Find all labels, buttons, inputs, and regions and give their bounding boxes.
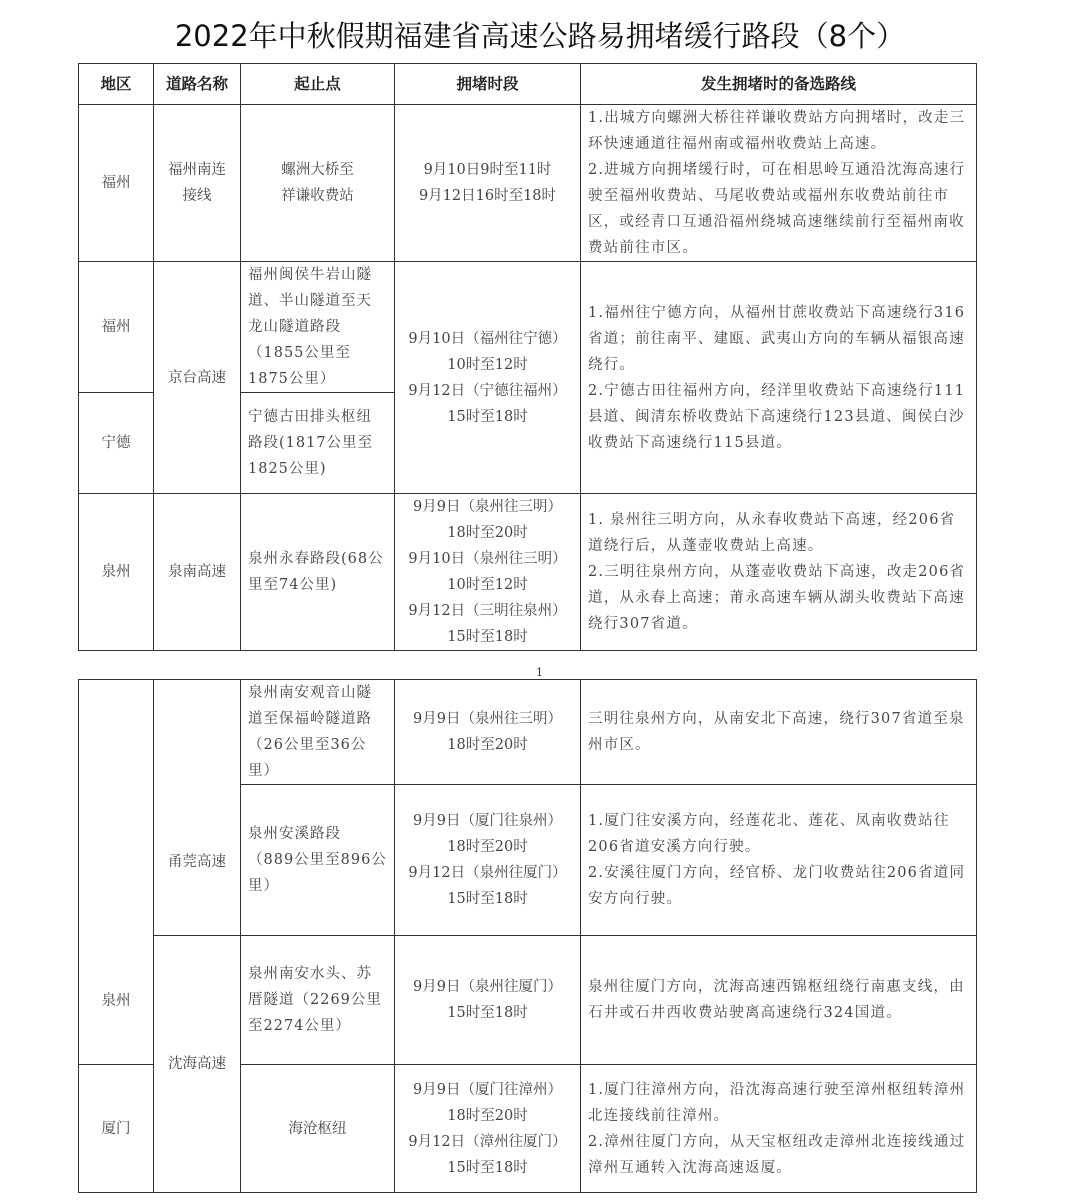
time-line: 18时至20时: [447, 1107, 528, 1124]
time-line: 9月10日（福州往宁德）: [408, 330, 567, 347]
header-alternate-route: 发生拥堵时的备选路线: [581, 64, 977, 105]
route-item: 1. 泉州往三明方向，从永春收费站下高速，经206省道绕行后，从蓬壶收费站上高速。: [588, 512, 956, 554]
time-line: 9月9日（泉州往三明）: [413, 499, 562, 515]
time-line: 9月10日（泉州往三明）: [408, 551, 567, 567]
time-line: 15时至18时: [447, 1159, 528, 1176]
road-name-cell: 沈海高速: [154, 936, 241, 1193]
segment-cell: 泉州南安水头、苏厝隧道（2269公里至2274公里）: [241, 936, 395, 1065]
region-cell: 泉州: [79, 494, 154, 651]
header-region: 地区: [79, 64, 154, 105]
segment-cell: 海沧枢纽: [241, 1065, 395, 1193]
page-number: 1: [536, 666, 543, 679]
time-line: 9月10日9时至11时: [423, 162, 552, 178]
road-name-cell: [154, 105, 241, 262]
region-cell: 泉州: [79, 680, 154, 1065]
time-cell: [395, 494, 581, 651]
table-row: [79, 262, 977, 393]
time-cell: [395, 936, 581, 1065]
time-cell: [395, 105, 581, 262]
time-line: 10时至12时: [447, 577, 528, 593]
route-cell: [581, 105, 977, 262]
time-line: 9月12日（泉州往厦门）: [408, 865, 567, 881]
segment-cell: [241, 105, 395, 262]
route-item: 泉州往厦门方向，沈海高速西锦枢纽绕行南惠支线，由石井或石井西收费站驶离高速绕行324国道。: [588, 979, 965, 1021]
region-cell: 福州: [79, 105, 154, 262]
time-line: 15时至18时: [447, 408, 528, 425]
time-line: 9月9日（泉州往厦门）: [413, 979, 562, 995]
congestion-table-page-1: [78, 63, 977, 651]
time-line: 9月9日（泉州往三明）: [413, 711, 562, 727]
segment-cell: 泉州永春路段(68公里至74公里): [241, 494, 395, 651]
time-line: 9月12日16时至18时: [418, 188, 557, 204]
time-line: 18时至20时: [447, 737, 528, 753]
road-name-cell: 泉南高速: [154, 494, 241, 651]
time-line: 9月12日（漳州往厦门）: [408, 1133, 567, 1150]
segment-cell: 泉州南安观音山隧道至保福岭隧道路（26公里至36公里）: [241, 680, 395, 785]
header-congestion-time: 拥堵时段: [395, 64, 581, 105]
time-line: 18时至20时: [447, 525, 528, 541]
table-row: [79, 494, 977, 651]
time-line: 9月12日（宁德往福州）: [408, 382, 567, 399]
segment-line: 祥谦收费站: [281, 188, 354, 204]
route-item: 1.厦门往漳州方向，沿沈海高速行驶至漳州枢纽转漳州北连接线前往漳州。: [588, 1081, 966, 1124]
route-item: 2.安溪往厦门方向，经官桥、龙门收费站往206省道同安方向行驶。: [588, 865, 966, 907]
time-line: 9月12日（三明往泉州）: [408, 603, 567, 619]
segment-cell: 泉州安溪路段（889公里至896公里）: [241, 785, 395, 936]
route-cell: [581, 1065, 977, 1193]
time-line: 15时至18时: [447, 891, 528, 907]
time-cell: [395, 1065, 581, 1193]
route-cell: [581, 262, 977, 494]
document-title: 2022年中秋假期福建省高速公路易拥堵缓行路段（8个）: [174, 19, 906, 53]
route-item: 2.宁德古田往福州方向，经洋里收费站下高速绕行111县道、闽清东桥收费站下高速绕行123县道、闽侯白沙收费站下高速绕行115县道。: [588, 382, 966, 451]
segment-cell: 福州闽侯牛岩山隧道、半山隧道至天龙山隧道路段（1855公里至1875公里）: [241, 262, 395, 393]
road-name-cell: 甬莞高速: [154, 680, 241, 936]
route-item: 1.厦门往安溪方向，经莲花北、莲花、凤南收费站往206省道安溪方向行驶。: [588, 813, 950, 855]
region-cell: 厦门: [79, 1065, 154, 1193]
header-segment: 起止点: [241, 64, 395, 105]
region-cell: 宁德: [79, 393, 154, 494]
road-name-cell: 京台高速: [154, 262, 241, 494]
route-item: 1.出城方向螺洲大桥往祥谦收费站方向拥堵时，改走三环快速通道往福州南或福州收费站上高速。: [588, 110, 966, 152]
header-road-name: 道路名称: [154, 64, 241, 105]
route-item: 1.福州往宁德方向，从福州甘蔗收费站下高速绕行316省道；前往南平、建瓯、武夷山方向的车辆从福银高速绕行。: [588, 304, 966, 373]
time-line: 15时至18时: [447, 629, 528, 645]
route-cell: [581, 936, 977, 1065]
congestion-table-page-2: [78, 679, 977, 1193]
region-cell: 福州: [79, 262, 154, 393]
route-item: 2.三明往泉州方向，从蓬壶收费站下高速，改走206省道，从永春上高速；莆永高速车辆从湖头收费站下高速绕行307省道。: [588, 564, 966, 632]
time-cell: [395, 262, 581, 494]
table-header-row: [79, 64, 977, 105]
segment-cell: 宁德古田排头枢纽路段(1817公里至1825公里): [241, 393, 395, 494]
route-cell: [581, 494, 977, 651]
time-line: 10时至12时: [447, 356, 528, 373]
road-name-line: 接线: [182, 188, 212, 204]
route-item: 2.漳州往厦门方向，从天宝枢纽改走漳州北连接线通过漳州互通转入沈海高速返厦。: [588, 1133, 966, 1176]
table-row: [79, 936, 977, 1065]
time-line: 18时至20时: [447, 839, 528, 855]
route-item: 2.进城方向拥堵缓行时，可在相思岭互通沿沈海高速行驶至福州收费站、马尾收费站或福州东收费站前往市区，或经青口互通沿福州绕城高速继续前行至福州南收费站前往市区。: [588, 162, 966, 256]
time-line: 9月9日（厦门往泉州）: [413, 813, 562, 829]
time-cell: [395, 680, 581, 785]
route-cell: [581, 680, 977, 785]
route-cell: [581, 785, 977, 936]
road-name-line: 福州南连: [168, 162, 226, 178]
time-line: 15时至18时: [447, 1005, 528, 1021]
route-item: 三明往泉州方向，从南安北下高速，绕行307省道至泉州市区。: [588, 711, 965, 753]
segment-line: 螺洲大桥至: [281, 162, 354, 178]
time-cell: [395, 785, 581, 936]
time-line: 9月9日（厦门往漳州）: [413, 1081, 562, 1098]
table-row: [79, 105, 977, 262]
table-row: [79, 680, 977, 785]
